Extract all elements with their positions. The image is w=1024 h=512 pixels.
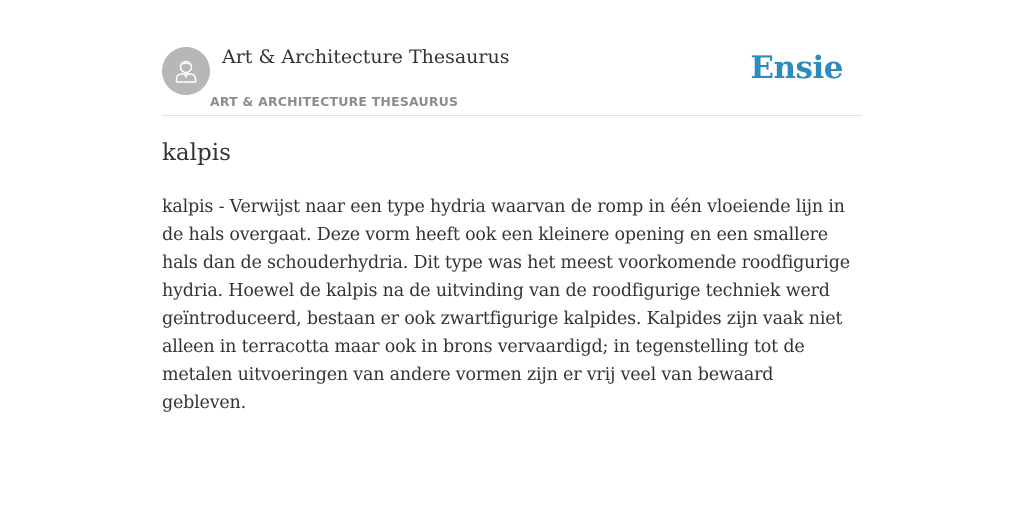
avatar[interactable]	[162, 47, 210, 95]
author-name[interactable]: Art & Architecture Thesaurus	[222, 46, 510, 68]
page	[162, 0, 862, 512]
entry-definition: kalpis - Verwijst naar een type hydria waarvan de romp in één vloeiende lijn in de hals overgaat. Deze vorm heeft ook een kleinere opening en een smallere hals dan de schouderhydria. Dit type was het meest voorkomende roodfigurige hydria. Hoewel de kalpis na de uitvinding van de roodfigurige techniek werd geïntroduceerd, bestaan er ook zwartfigurige kalpides. Kalpides zijn vaak niet alleen in terracotta maar ook in brons vervaardigd; in tegenstelling tot de metalen uitvoeringen van andere vormen zijn er vrij veel van bewaard gebleven.	[162, 197, 850, 413]
category-label[interactable]: ART & ARCHITECTURE THESAURUS	[210, 94, 459, 109]
entry-term: kalpis	[162, 140, 231, 166]
brand-logo[interactable]: Ensie	[750, 50, 843, 86]
user-icon	[171, 56, 201, 86]
header	[162, 0, 862, 116]
